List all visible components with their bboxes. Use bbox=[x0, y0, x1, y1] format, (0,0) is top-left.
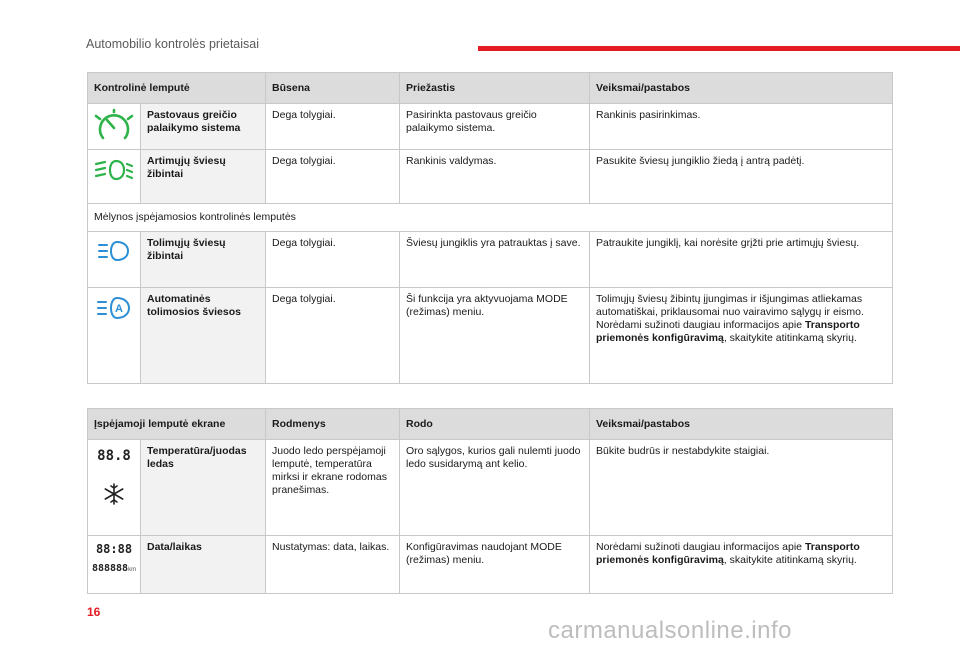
cause-cell: Ši funkcija yra aktyvuojama MODE (režimas) meniu. bbox=[400, 288, 590, 384]
page-number: 16 bbox=[87, 605, 101, 619]
column-header: Veiksmai/pastabos bbox=[590, 73, 893, 104]
table-row bbox=[88, 536, 893, 594]
action-cell: Patraukite jungiklį, kai norėsite grįžti prie artimųjų šviesų. bbox=[590, 232, 893, 288]
action-text: Tolimųjų šviesų žibintų įjungimas ir išjungimas atliekamas automatiškai, priklausomai nuo vairavimo sąlygų ir eismo. Norėdami sužinoti daugiau informacijos apie bbox=[596, 293, 864, 331]
column-header: Kontrolinė lemputė bbox=[88, 73, 266, 104]
cause-cell: Konfigūravimas naudojant MODE (režimas) meniu. bbox=[400, 536, 590, 594]
header-accent-bar bbox=[478, 46, 960, 51]
light-name: Pastovaus greičio palaikymo sistema bbox=[141, 104, 266, 150]
section-row bbox=[88, 204, 893, 232]
section-title: Automobilio kontrolės prietaisai bbox=[86, 37, 260, 51]
table-row bbox=[88, 104, 893, 150]
column-header: Priežastis bbox=[400, 73, 590, 104]
column-header: Rodmenys bbox=[266, 409, 400, 440]
watermark: carmanualsonline.info bbox=[548, 617, 792, 644]
warning-lights-table bbox=[87, 72, 893, 384]
table-row bbox=[88, 440, 893, 536]
action-cell: Pasukite šviesų jungiklio žiedą į antrą padėtį. bbox=[590, 150, 893, 204]
display-name: Data/laikas bbox=[141, 536, 266, 594]
state-cell: Dega tolygiai. bbox=[266, 288, 400, 384]
light-name: Automatinės tolimosios šviesos bbox=[141, 288, 266, 384]
svg-text:A: A bbox=[115, 303, 123, 315]
state-cell: Dega tolygiai. bbox=[266, 150, 400, 204]
clock-display-icon: 88:88 bbox=[95, 542, 133, 556]
cause-cell: Šviesų jungiklis yra patrauktas į save. bbox=[400, 232, 590, 288]
odometer-display-icon: 888888 bbox=[91, 563, 129, 574]
action-link-text: Transporto priemonės konfigūravimą bbox=[596, 541, 860, 566]
display-name: Temperatūra/juodas ledas bbox=[141, 440, 266, 536]
table-row bbox=[88, 150, 893, 204]
action-cell: Būkite budrūs ir nestabdykite staigiai. bbox=[590, 440, 893, 536]
action-text: , skaitykite atitinkamą skyrių. bbox=[723, 554, 857, 566]
table-row bbox=[88, 232, 893, 288]
auto-main-beam-icon bbox=[96, 296, 132, 320]
column-header: Rodo bbox=[400, 409, 590, 440]
table-header-row bbox=[88, 409, 893, 440]
action-cell bbox=[590, 288, 893, 384]
column-header: Įspėjamoji lemputė ekrane bbox=[88, 409, 266, 440]
table-row bbox=[88, 288, 893, 384]
table-header-row bbox=[88, 73, 893, 104]
action-cell bbox=[590, 536, 893, 594]
display-warnings-table bbox=[87, 408, 893, 594]
action-text: Norėdami sužinoti daugiau informacijos apie bbox=[596, 541, 805, 553]
main-beam-icon bbox=[97, 240, 131, 262]
section-label: Mėlynos įspėjamosios kontrolinės lemputės bbox=[88, 204, 893, 232]
cause-cell: Pasirinkta pastovaus greičio palaikymo sistema. bbox=[400, 104, 590, 150]
action-text: , skaitykite atitinkamą skyrių. bbox=[723, 332, 857, 344]
light-name: Artimųjų šviesų žibintai bbox=[141, 150, 266, 204]
light-name: Tolimųjų šviesų žibintai bbox=[141, 232, 266, 288]
cause-cell: Oro sąlygos, kurios gali nulemti juodo ledo susidarymą ant kelio. bbox=[400, 440, 590, 536]
column-header: Būsena bbox=[266, 73, 400, 104]
column-header: Veiksmai/pastabos bbox=[590, 409, 893, 440]
state-cell: Dega tolygiai. bbox=[266, 232, 400, 288]
action-link-text: Transporto priemonės konfigūravimą bbox=[596, 319, 860, 344]
odometer-unit: km bbox=[128, 567, 137, 573]
cruise-control-icon bbox=[94, 108, 134, 144]
temperature-display-icon: 88.8 bbox=[97, 448, 131, 464]
snowflake-icon bbox=[103, 483, 125, 505]
state-cell: Juodo ledo perspėjamoji lemputė, temperatūra mirksi ir ekrane rodomas pranešimas. bbox=[266, 440, 400, 536]
action-cell: Rankinis pasirinkimas. bbox=[590, 104, 893, 150]
state-cell: Nustatymas: data, laikas. bbox=[266, 536, 400, 594]
dipped-beam-icon bbox=[94, 158, 134, 182]
state-cell: Dega tolygiai. bbox=[266, 104, 400, 150]
cause-cell: Rankinis valdymas. bbox=[400, 150, 590, 204]
